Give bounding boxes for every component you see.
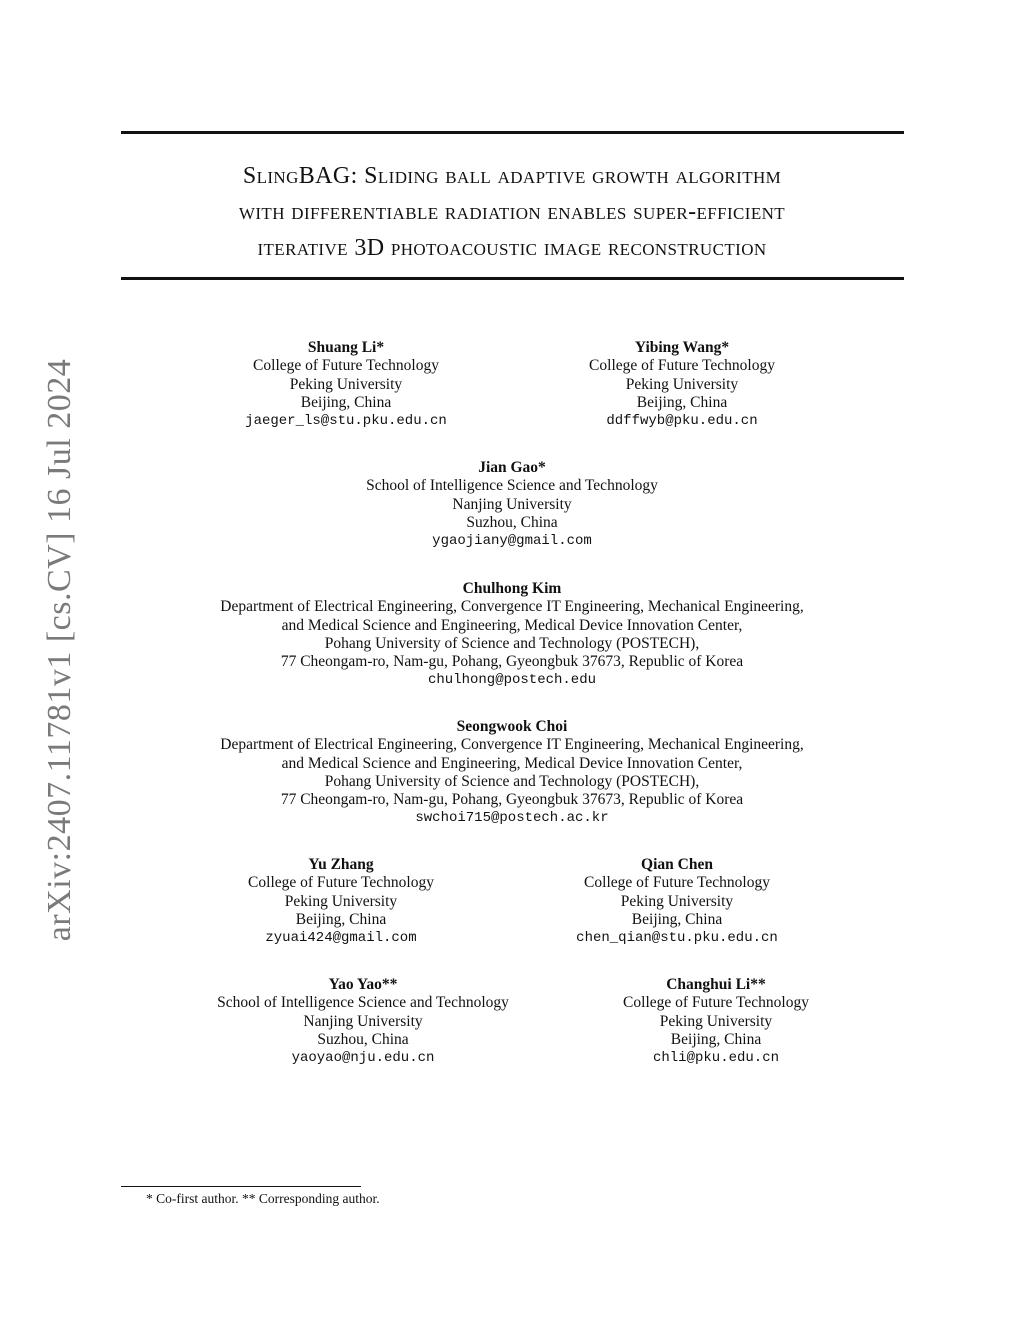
author-email: swchoi715@postech.ac.kr [415,810,609,827]
author-email: chli@pku.edu.cn [652,1050,780,1067]
footnote-rule [121,1186,361,1187]
author-email: ddffwyb@pku.edu.cn [606,413,758,430]
author-affiliation-line: Beijing, China [295,910,387,928]
author-block [217,976,509,1067]
author-name: Yibing Wang* [634,339,730,356]
author-name: Shuang Li* [307,339,385,356]
author-affiliation-line: 77 Cheongam-ro, Nam-gu, Pohang, Gyeongbuk 37673, Republic of Korea [280,653,744,671]
author-affiliation-line: Beijing, China [300,393,392,411]
author-affiliation-line: College of Future Technology [253,357,439,375]
author-affiliation-line: Peking University [289,375,403,393]
author-affiliation-line: Nanjing University [303,1012,423,1030]
author-affiliation-line: Beijing, China [636,393,728,411]
author-affiliation-line: Peking University [284,892,398,910]
author-affiliation-line: College of Future Technology [584,874,770,892]
author-affiliation-line: Beijing, China [670,1030,762,1048]
author-affiliation-line: College of Future Technology [589,357,775,375]
arxiv-identifier: arXiv:2407.11781v1 [cs.CV] 16 Jul 2024 [41,358,78,942]
title-line: iterative 3D photoacoustic image reconstruction [257,235,767,261]
author-email: yaoyao@nju.edu.cn [291,1050,435,1067]
author-affiliation-line: and Medical Science and Engineering, Medical Device Innovation Center, [281,754,743,772]
author-name: Changhui Li** [666,976,766,993]
author-name: Qian Chen [641,856,713,873]
author-name: Jian Gao* [478,459,546,476]
title-top-rule [121,131,904,134]
author-affiliation-line: Pohang University of Science and Technology (POSTECH), [324,772,700,790]
author-affiliation-line: Suzhou, China [317,1030,409,1048]
author-affiliation-line: College of Future Technology [248,874,434,892]
title-line: with differentiable radiation enables super-efficient [238,199,786,225]
paper-title [100,158,924,266]
author-affiliation-line: Peking University [659,1012,773,1030]
author-block [220,580,803,690]
author-email: jaeger_ls@stu.pku.edu.cn [245,413,447,430]
author-email: chulhong@postech.edu [427,672,597,689]
author-affiliation-line: College of Future Technology [623,994,809,1012]
title-bottom-rule [121,277,904,280]
author-name: Yao Yao** [328,976,398,993]
author-affiliation-line: Department of Electrical Engineering, Convergence IT Engineering, Mechanical Engineering, [220,736,804,754]
author-affiliation-line: Peking University [625,375,739,393]
author-affiliation-line: Suzhou, China [466,513,558,531]
author-email: ygaojiany@gmail.com [432,533,592,550]
author-affiliation-line: School of Intelligence Science and Technology [217,994,509,1012]
author-affiliation-line: Pohang University of Science and Technology (POSTECH), [324,634,700,652]
author-name: Seongwook Choi [456,718,568,735]
footnote: * Co-first author. ** Corresponding author. [146,1191,380,1206]
title-line: SlingBAG: Sliding ball adaptive growth algorithm [242,163,782,189]
author-affiliation-line: 77 Cheongam-ro, Nam-gu, Pohang, Gyeongbuk 37673, Republic of Korea [280,791,744,809]
author-affiliation-line: Beijing, China [631,910,723,928]
author-block [245,339,447,430]
author-block [576,856,778,947]
author-block [366,459,658,550]
author-affiliation-line: Nanjing University [452,495,572,513]
author-block [248,856,434,947]
author-block [589,339,775,430]
author-block [623,976,809,1067]
author-block [220,718,803,828]
author-affiliation-line: School of Intelligence Science and Technology [366,477,658,495]
author-name: Yu Zhang [308,856,374,873]
author-affiliation-line: and Medical Science and Engineering, Medical Device Innovation Center, [281,616,743,634]
author-email: zyuai424@gmail.com [265,930,417,947]
author-affiliation-line: Peking University [620,892,734,910]
author-name: Chulhong Kim [462,580,562,597]
author-email: chen_qian@stu.pku.edu.cn [576,930,778,947]
author-affiliation-line: Department of Electrical Engineering, Convergence IT Engineering, Mechanical Engineering, [220,598,804,616]
